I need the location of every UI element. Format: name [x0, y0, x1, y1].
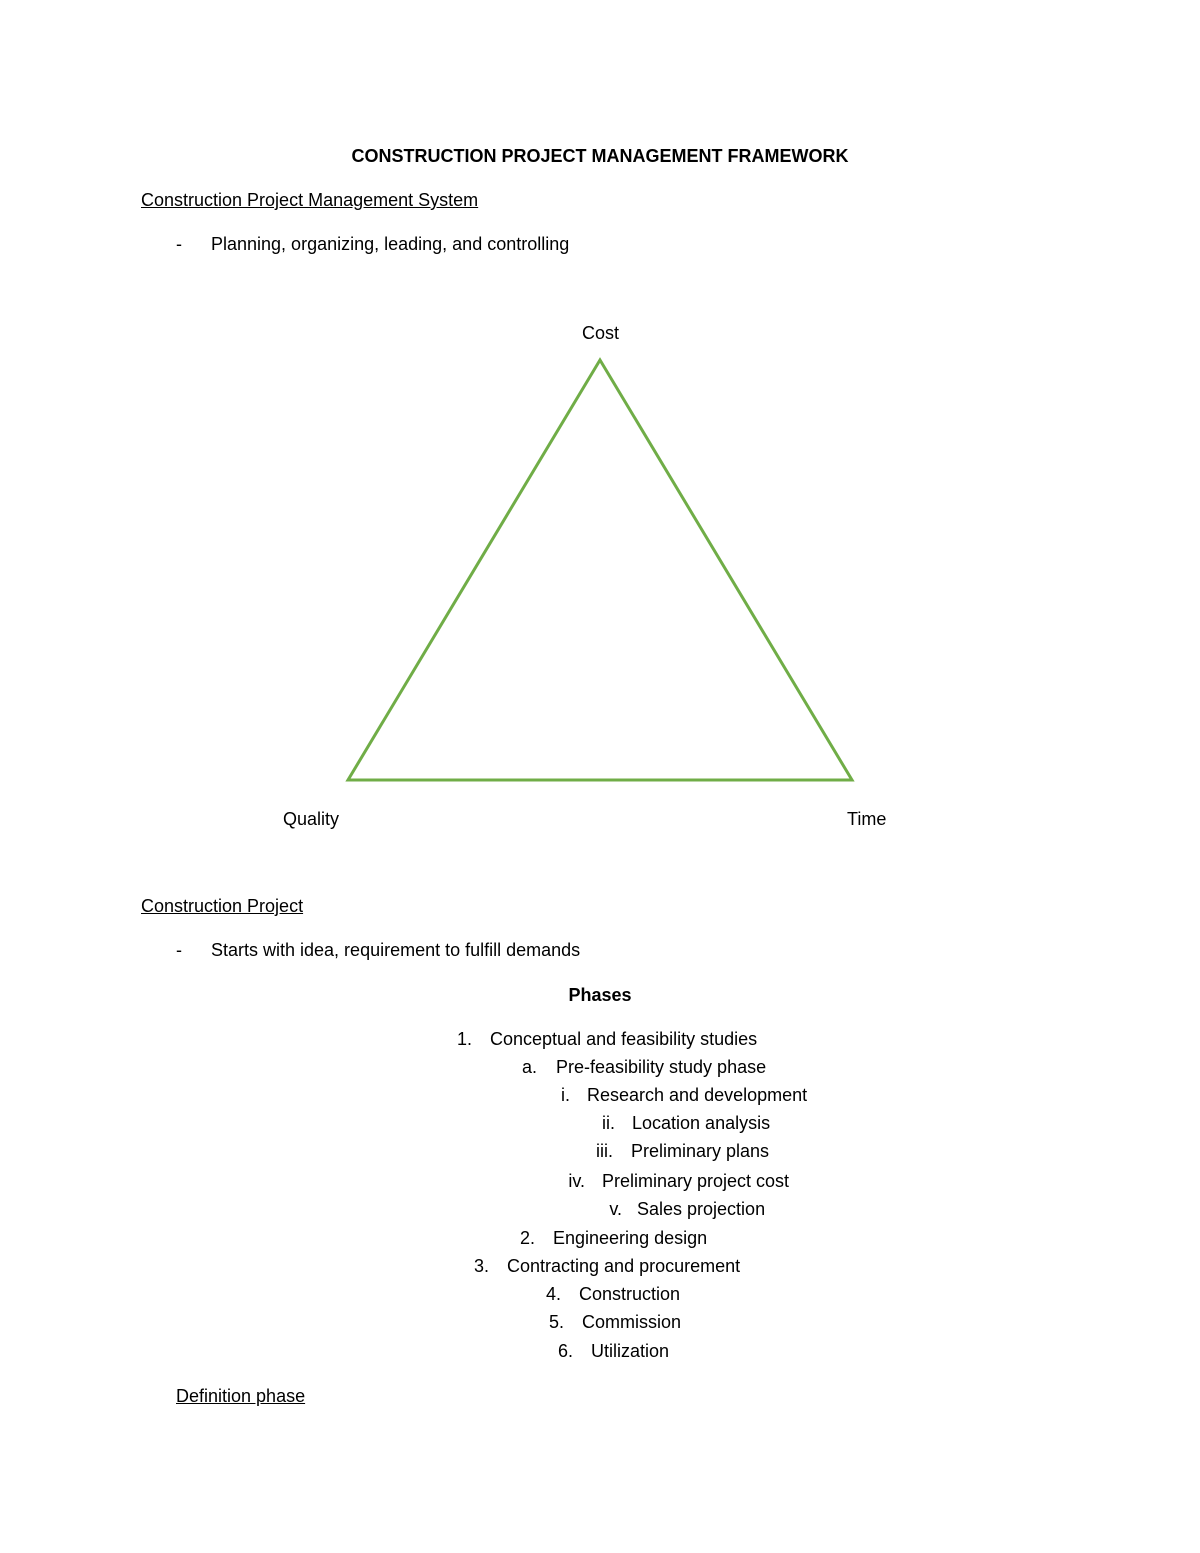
list-text: Research and development	[587, 1085, 808, 1105]
list-text: Location analysis	[632, 1113, 771, 1133]
list-item	[454, 1030, 757, 1048]
list-text: Pre-feasibility study phase	[556, 1057, 767, 1077]
page-title: CONSTRUCTION PROJECT MANAGEMENT FRAMEWORK	[351, 146, 849, 166]
list-item	[555, 1342, 669, 1360]
section-heading-construction-project: Construction Project	[141, 896, 304, 916]
list-item	[593, 1142, 769, 1160]
section-heading-management-system: Construction Project Management System	[141, 190, 479, 210]
list-item	[560, 1086, 807, 1104]
list-text: Preliminary plans	[631, 1141, 770, 1161]
list-text: Construction	[579, 1284, 681, 1304]
triangle-label-cost: Cost	[582, 323, 620, 343]
list-item	[565, 1172, 789, 1190]
triangle-label-time: Time	[847, 809, 887, 829]
list-marker: 1.	[456, 1029, 472, 1049]
list-text: Engineering design	[553, 1228, 708, 1248]
phases-heading: Phases	[568, 985, 632, 1005]
bullet-marker: -	[176, 940, 182, 960]
list-item	[606, 1200, 765, 1218]
list-marker: 5.	[548, 1312, 564, 1332]
list-marker: 6.	[557, 1341, 573, 1361]
list-text: Contracting and procurement	[507, 1256, 741, 1276]
list-marker: 4.	[545, 1284, 561, 1304]
list-marker: iv.	[568, 1171, 585, 1191]
list-text: Sales projection	[637, 1199, 766, 1219]
section-heading-definition-phase: Definition phase	[176, 1386, 306, 1406]
list-item	[599, 1114, 770, 1132]
list-marker: 3.	[473, 1256, 489, 1276]
list-marker: 2.	[519, 1228, 535, 1248]
list-text: Utilization	[591, 1341, 670, 1361]
list-marker: ii.	[602, 1113, 615, 1133]
list-item	[471, 1257, 740, 1275]
list-marker: v.	[609, 1199, 622, 1219]
list-item	[543, 1285, 680, 1303]
list-marker: a.	[521, 1057, 537, 1077]
bullet-text-construction-project: Starts with idea, requirement to fulfill demands	[211, 940, 581, 960]
list-text: Conceptual and feasibility studies	[490, 1029, 758, 1049]
list-text: Commission	[582, 1312, 682, 1332]
list-item	[517, 1229, 707, 1247]
list-item	[546, 1313, 681, 1331]
bullet-marker: -	[176, 234, 182, 254]
bullet-text-management-functions: Planning, organizing, leading, and controlling	[211, 234, 570, 254]
triangle-shape	[348, 360, 852, 780]
list-marker: iii.	[596, 1141, 613, 1161]
list-text: Preliminary project cost	[602, 1171, 790, 1191]
triangle-label-quality: Quality	[283, 809, 340, 829]
list-item	[521, 1058, 766, 1076]
list-marker: i.	[561, 1085, 570, 1105]
